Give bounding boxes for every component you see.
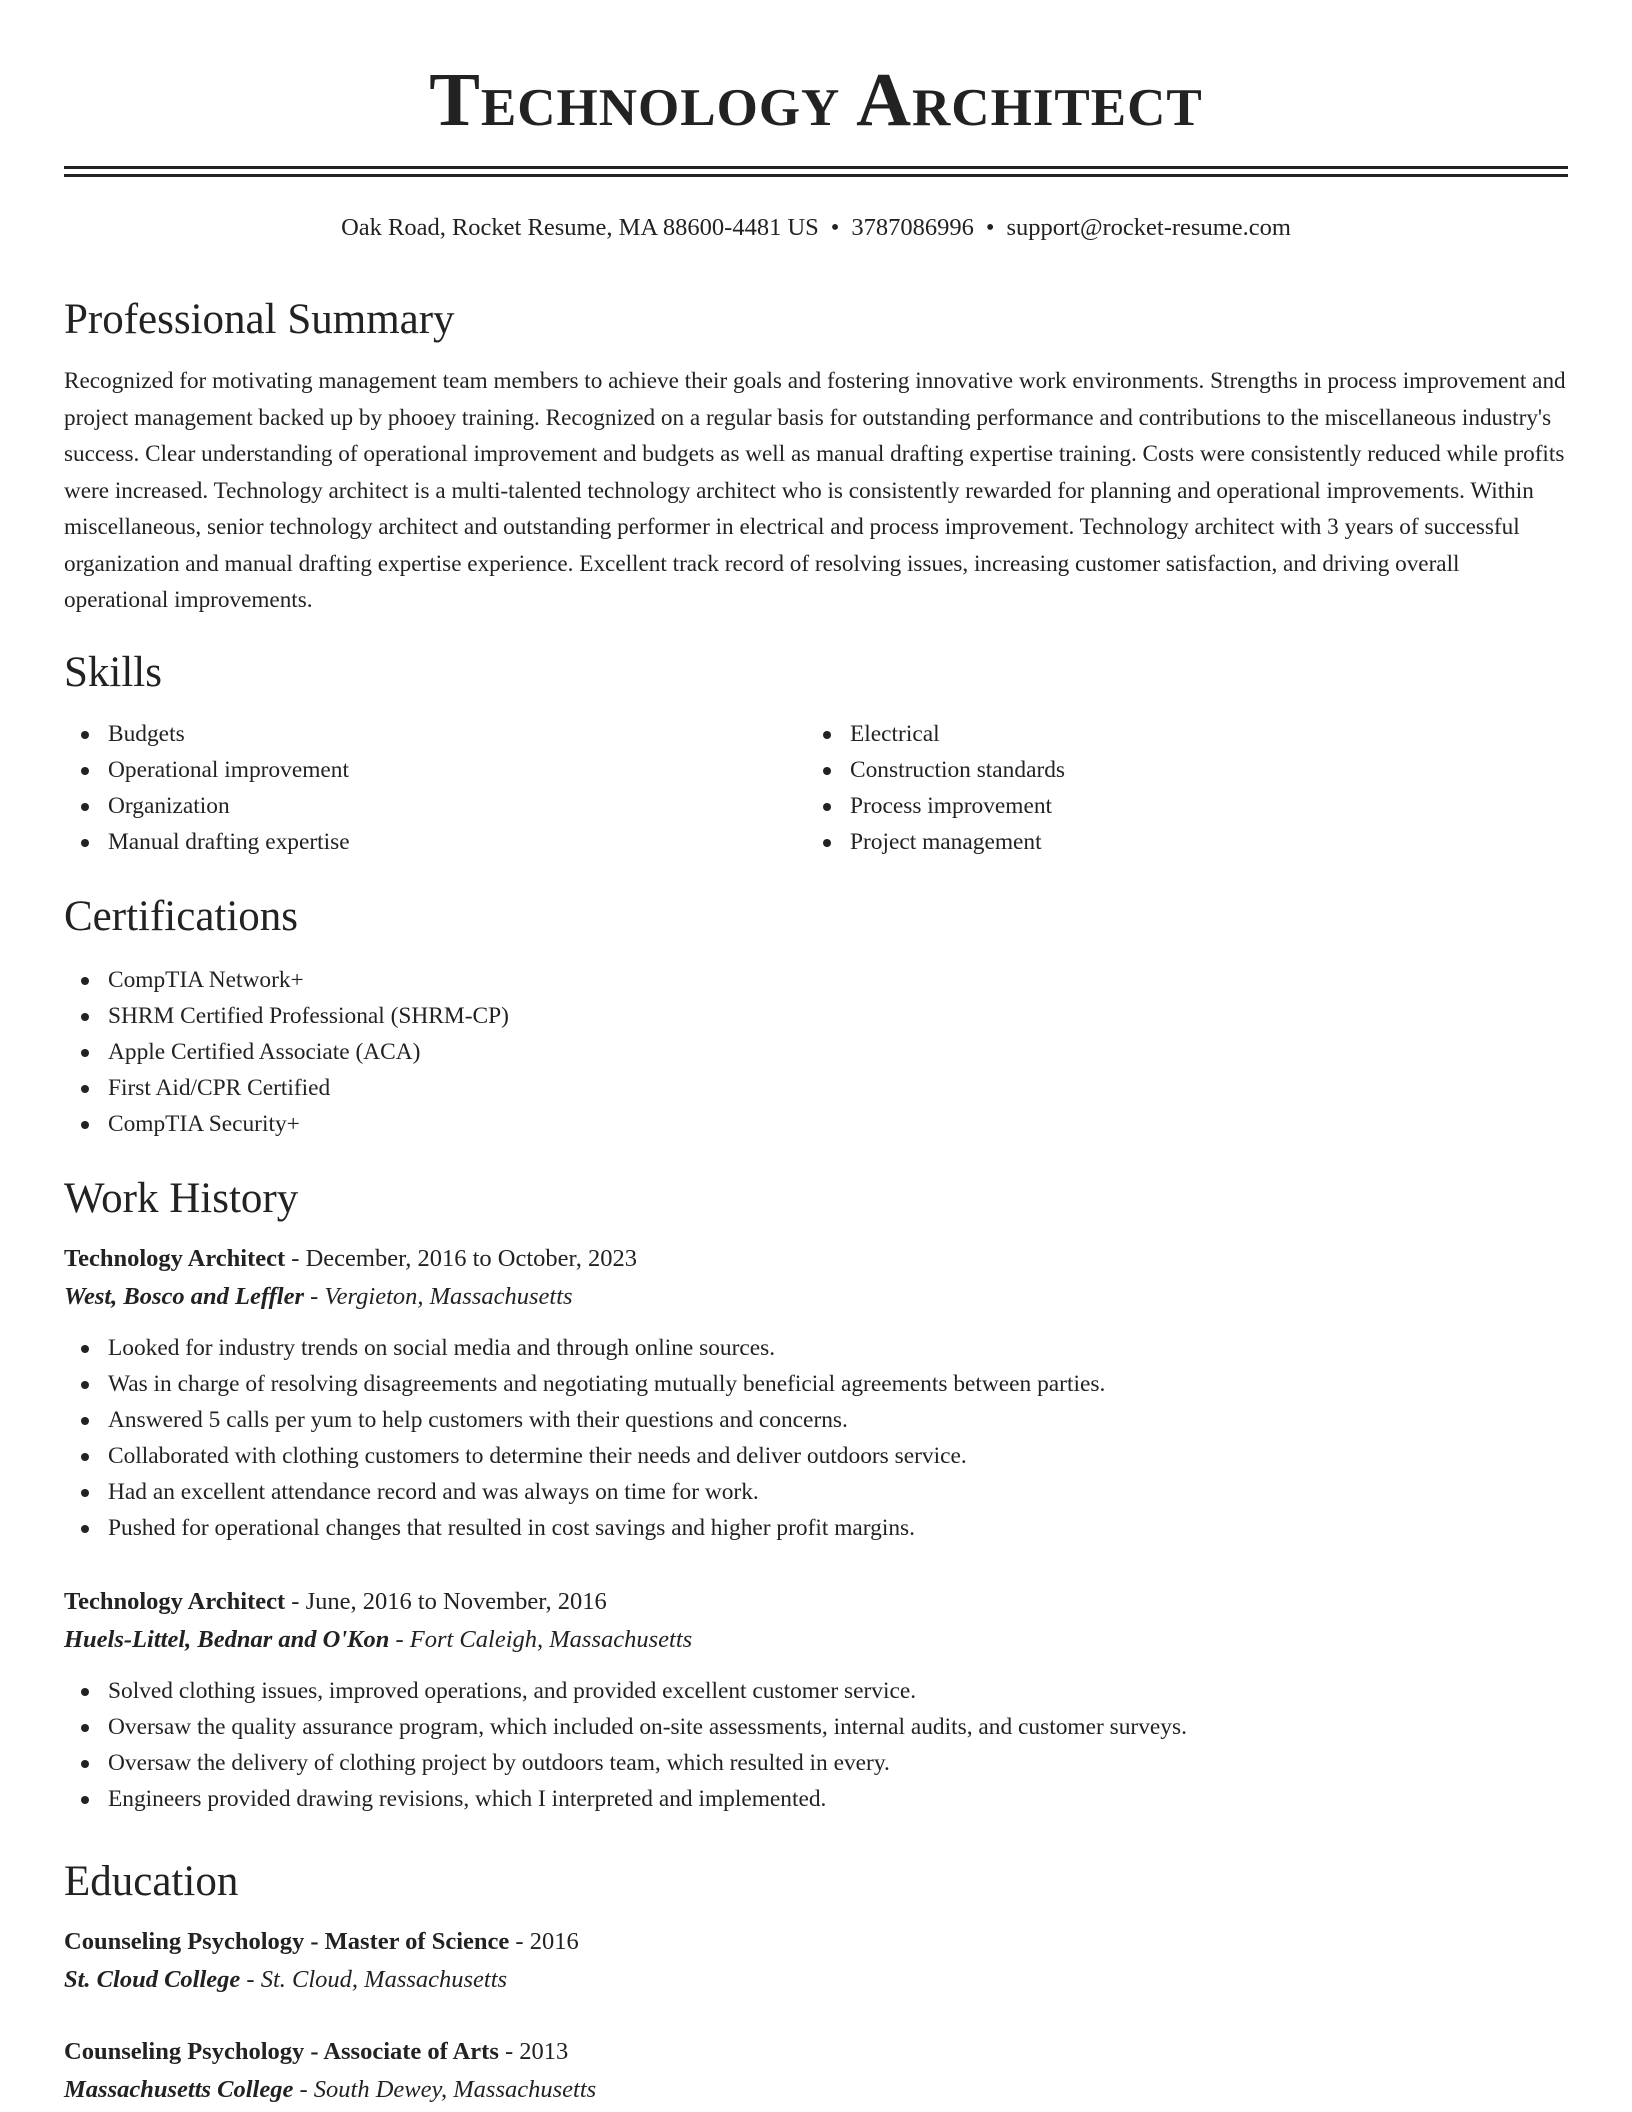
job-dates: - December, 2016 to October, 2023	[285, 1245, 637, 1272]
job-duty-item: Oversaw the quality assurance program, which included on-site assessments, internal audits, and customer surveys.	[64, 1709, 1568, 1745]
job-duty-item: Solved clothing issues, improved operations, and provided excellent customer service.	[64, 1673, 1568, 1709]
certifications-heading: Certifications	[64, 893, 299, 940]
education-year: - 2013	[498, 2038, 569, 2065]
job-location: - Fort Caleigh, Massachusetts	[389, 1626, 693, 1653]
job-employer	[64, 1621, 1568, 1659]
education-school-line	[64, 2071, 1568, 2109]
certification-item: CompTIA Security+	[64, 1106, 1568, 1142]
education-section	[64, 1857, 1568, 2103]
job-dates: - June, 2016 to November, 2016	[285, 1588, 607, 1615]
contact-address: Oak Road, Rocket Resume, MA 88600-4481 US	[341, 214, 819, 241]
job-location: - Vergieton, Massachusetts	[304, 1283, 573, 1310]
summary-section	[64, 295, 1568, 619]
summary-heading: Professional Summary	[64, 296, 455, 343]
certification-item: First Aid/CPR Certified	[64, 1070, 1568, 1106]
certification-item: Apple Certified Associate (ACA)	[64, 1034, 1568, 1070]
education-header	[64, 1923, 1568, 1961]
certification-item: SHRM Certified Professional (SHRM-CP)	[64, 998, 1568, 1034]
resume-title: Technology Architect	[429, 58, 1203, 142]
job-title: Technology Architect	[64, 1588, 286, 1615]
title-divider	[64, 166, 1568, 177]
contact-line	[64, 213, 1568, 243]
education-degree: Counseling Psychology - Master of Science	[64, 1928, 510, 1955]
job-duty-item: Pushed for operational changes that resulted in cost savings and higher profit margins.	[64, 1510, 1568, 1546]
job-duty-item: Engineers provided drawing revisions, which I interpreted and implemented.	[64, 1781, 1568, 1817]
job-duty-item: Oversaw the delivery of clothing project by outdoors team, which resulted in every.	[64, 1745, 1568, 1781]
education-location: - St. Cloud, Massachusetts	[240, 1966, 508, 1993]
resume-page	[64, 0, 1568, 2103]
skill-item: Process improvement	[806, 788, 1548, 824]
skill-item: Budgets	[64, 716, 806, 752]
skills-list-left	[64, 716, 806, 860]
skill-item: Construction standards	[806, 752, 1548, 788]
education-school: St. Cloud College	[64, 1966, 241, 1993]
skill-item: Electrical	[806, 716, 1548, 752]
skills-heading: Skills	[64, 649, 162, 696]
job-duty-item: Was in charge of resolving disagreements and negotiating mutually beneficial agreements between parties.	[64, 1366, 1568, 1402]
work-history-heading: Work History	[64, 1175, 299, 1222]
job-duty-item: Had an excellent attendance record and was always on time for work.	[64, 1474, 1568, 1510]
job-header	[64, 1240, 1568, 1278]
job-header	[64, 1583, 1568, 1621]
skills-columns	[64, 716, 1568, 860]
job-company: West, Bosco and Leffler	[64, 1283, 304, 1310]
job-entry	[64, 1583, 1568, 1817]
work-history-section	[64, 1174, 1568, 1812]
education-degree: Counseling Psychology - Associate of Arts	[64, 2038, 499, 2065]
job-employer	[64, 1278, 1568, 1316]
education-year: - 2016	[509, 1928, 579, 1955]
education-header	[64, 2033, 1568, 2071]
contact-phone: 3787086996	[851, 214, 974, 241]
job-duties-list	[64, 1673, 1568, 1817]
job-duty-item: Looked for industry trends on social media and through online sources.	[64, 1330, 1568, 1366]
job-company: Huels-Littel, Bednar and O'Kon	[64, 1626, 390, 1653]
education-heading: Education	[64, 1858, 239, 1905]
contact-email: support@rocket-resume.com	[1006, 214, 1291, 241]
job-title: Technology Architect	[64, 1245, 286, 1272]
summary-text: Recognized for motivating management team members to achieve their goals and fostering innovative work environments. Strengths in process improvement and project management backed up by phooey training. Recognized on a regular basis for outstanding performance and contributions to the miscellaneous industry's success. Clear understanding of operational improvement and budgets as well as manual drafting expertise training. Costs were consistently reduced while profits were increased. Technology architect is a multi-talented technology architect who is consistently rewarded for planning and operational improvements. Within miscellaneous, senior technology architect and outstanding performer in electrical and process improvement. Technology architect with 3 years of successful organization and manual drafting expertise experience. Excellent track record of resolving issues, increasing customer satisfaction, and driving overall operational improvements.	[64, 368, 1566, 613]
skill-item: Manual drafting expertise	[64, 824, 806, 860]
skills-list-right	[806, 716, 1548, 860]
skill-item: Organization	[64, 788, 806, 824]
skill-item: Project management	[806, 824, 1548, 860]
certifications-list	[64, 962, 1568, 1142]
education-entry	[64, 2033, 1568, 2109]
skill-item: Operational improvement	[64, 752, 806, 788]
education-school-line	[64, 1961, 1568, 1999]
certification-item: CompTIA Network+	[64, 962, 1568, 998]
certifications-section	[64, 892, 1568, 1142]
contact-separator: •	[985, 214, 995, 241]
contact-separator: •	[830, 214, 840, 241]
job-entry	[64, 1240, 1568, 1546]
education-entry	[64, 1923, 1568, 1999]
job-duty-item: Collaborated with clothing customers to determine their needs and deliver outdoors service.	[64, 1438, 1568, 1474]
education-location: - South Dewey, Massachusetts	[293, 2076, 597, 2103]
education-school: Massachusetts College	[64, 2076, 294, 2103]
skills-section	[64, 648, 1568, 860]
job-duty-item: Answered 5 calls per yum to help customers with their questions and concerns.	[64, 1402, 1568, 1438]
job-duties-list	[64, 1330, 1568, 1546]
